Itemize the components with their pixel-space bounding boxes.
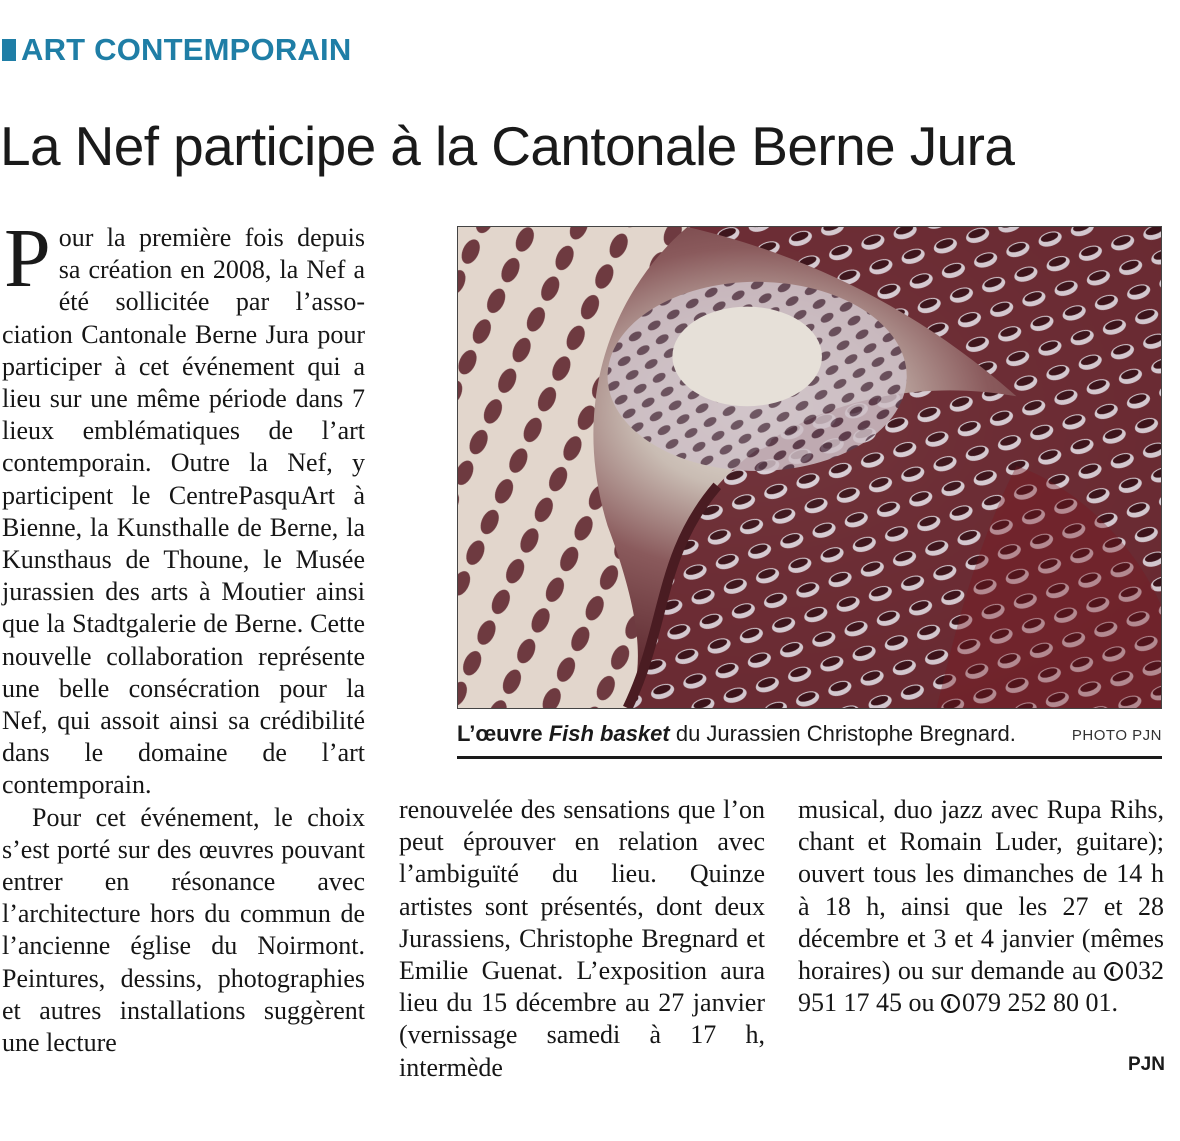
- rubric-label: ART CONTEMPORAIN: [21, 32, 352, 67]
- headline: La Nef participe à la Cantonale Berne Jura: [0, 115, 1015, 177]
- fish-basket-artwork-photo: [458, 227, 1161, 708]
- paragraph-2: Pour cet événement, le choix s’est porté sur des œuvres pouvant entrer en résonance avec l’architecture hors du commun de l’ancienne église du Noirmont. Peintures, dessins, photographies et autres installations suggèrent une lecture: [2, 802, 365, 1058]
- telephone-icon: [941, 994, 960, 1013]
- paragraph-1: [2, 212, 365, 802]
- telephone-icon: [1104, 962, 1123, 981]
- text-after-phone: .: [1111, 988, 1118, 1018]
- photo-credit: PHOTO PJN: [1071, 727, 1162, 744]
- article-column-2: [399, 794, 765, 1084]
- paragraph-3: renouvelée des sensations que l’on peut éprouver en relation avec l’ambiguïté du lieu. Quinze artistes sont présentés, dont deux Jurassiens, Christophe Bregnard et Emilie Guenat. L’exposition aura lieu du 15 décembre au 27 janvier (vernissage samedi à 17 h, intermède: [399, 795, 765, 1082]
- square-bullet-icon: [2, 39, 16, 61]
- article-column-3: [798, 794, 1164, 1019]
- caption-suffix: du Jurassien Christophe Bregnard.: [669, 721, 1016, 746]
- phone-number-1: 032 951 17 45: [798, 956, 1164, 1018]
- paragraph-4: [798, 794, 1164, 1019]
- section-rubric: [2, 30, 351, 70]
- text-before-phone: musical, duo jazz avec Rupa Rihs, chant et Romain Luder, guitare); ouvert tous les dimanches de 14 h à 18 h, ainsi que les 27 et 28 décembre et 3 et 4 janvier (mêmes horaires) ou sur demande au: [798, 795, 1164, 986]
- caption-rule: [457, 756, 1162, 759]
- artwork-photo: [457, 226, 1162, 709]
- drop-cap: P: [4, 212, 51, 305]
- paragraph-1-text: our la première fois depuis sa création en 2008, la Nef a été sollicitée par l’association Cantonale Berne Jura pour participer à cet événement qui a lieu sur une même période dans 7 lieux emblématiques de l’art contemporain. Outre la Nef, y participent le CentrePasquArt à Bienne, la Kunsthalle de Berne, la Kunsthaus de Thoune, le Musée jurassien des arts à Moutier ainsi que la Stadtgalerie de Berne. Cette nouvelle collaboration représente une belle consécration pour la Nef, qui assoit ainsi sa crédibilité dans le domaine de l’art contemporain.: [2, 223, 365, 800]
- phone-number-2: 079 252 80 01: [962, 988, 1112, 1018]
- author-signature: PJN: [1128, 1054, 1165, 1075]
- photo-caption: [457, 719, 1162, 749]
- caption-title: Fish basket: [548, 721, 670, 746]
- article-column-1: [2, 212, 365, 1059]
- caption-prefix: L’œuvre: [457, 721, 549, 746]
- text-between-phones: ou: [902, 988, 941, 1018]
